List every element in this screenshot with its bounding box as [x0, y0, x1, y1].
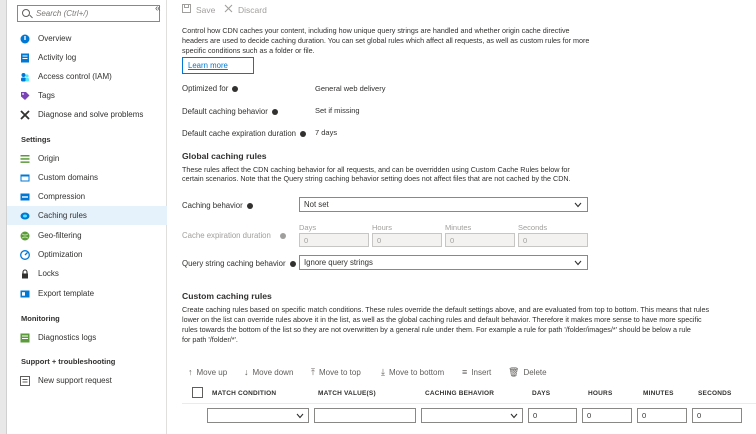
sidebar-item-activity-log[interactable]	[7, 48, 167, 67]
sidebar-item-label: Diagnostics logs	[38, 333, 97, 342]
search-input[interactable]	[36, 6, 156, 21]
caching-behavior-dropdown[interactable]	[299, 197, 588, 212]
arrow-to-top-icon: ⤒	[311, 367, 315, 377]
sidebar-item-label: Locks	[38, 269, 59, 278]
monitoring-section-header: Monitoring	[21, 314, 60, 323]
move-down-label: Move down	[252, 367, 294, 377]
move-down-button[interactable]	[244, 367, 293, 377]
delete-label: Delete	[523, 368, 547, 377]
move-to-top-button[interactable]	[311, 367, 361, 378]
col-hours: HOURS	[588, 390, 613, 397]
command-bar	[168, 0, 756, 22]
iam-icon	[20, 72, 30, 82]
custom-domains-icon	[20, 173, 30, 183]
sidebar-item-label: Diagnose and solve problems	[38, 110, 144, 119]
default-expiration-value: 7 days	[315, 128, 338, 137]
chevron-down-icon	[574, 259, 582, 268]
col-days: DAYS	[532, 390, 551, 397]
sidebar-item-label: Geo-filtering	[38, 231, 82, 240]
col-match-condition: MATCH CONDITION	[212, 390, 277, 397]
sidebar-item-label: Access control (IAM)	[38, 72, 112, 81]
tag-icon	[20, 91, 30, 101]
sidebar-item-export-template[interactable]	[7, 284, 167, 303]
optimized-for-label	[182, 84, 238, 93]
learn-more-link[interactable]: Learn more	[182, 57, 254, 74]
sidebar-item-locks[interactable]	[7, 264, 167, 283]
insert-label: Insert	[471, 367, 492, 377]
main-content	[168, 22, 756, 434]
arrow-up-icon: ↑	[188, 367, 193, 377]
export-template-icon	[20, 289, 30, 299]
sidebar-item-new-support-request[interactable]	[7, 371, 167, 390]
sidebar	[7, 0, 167, 434]
discard-label: Discard	[238, 4, 267, 15]
col-minutes: MINUTES	[643, 390, 674, 397]
discard-button[interactable]	[224, 4, 267, 15]
minutes-input[interactable]: 0	[445, 233, 515, 247]
custom-desc-line-2: lower on the list can override rules above it in the list, as well as the global caching rules and default behavior. Therefore it makes more sense to have more specific	[182, 315, 702, 324]
minutes-label: Minutes	[445, 223, 472, 232]
custom-desc-line-3: rules towards the bottom of the list so they are not overwritten by a general rule under them. For example a rule for path '/folder/images/*' should be below a rule	[182, 325, 691, 334]
trash-icon: 🗑	[508, 367, 520, 377]
row-seconds-input[interactable]: 0	[692, 408, 742, 423]
arrow-down-icon: ↓	[244, 367, 249, 377]
save-icon	[182, 4, 191, 15]
seconds-label: Seconds	[518, 223, 548, 232]
info-icon[interactable]	[290, 261, 296, 267]
match-condition-dropdown[interactable]	[207, 408, 309, 423]
sidebar-item-custom-domains[interactable]	[7, 168, 167, 187]
sidebar-item-label: Overview	[38, 34, 72, 43]
arrow-to-bottom-icon: ⤓	[381, 367, 385, 377]
globe-icon	[20, 231, 30, 241]
insert-button[interactable]	[462, 367, 491, 377]
sidebar-item-label: Optimization	[38, 250, 83, 259]
cache-expiration-label	[182, 231, 286, 240]
caching-behavior-text: Caching behavior	[182, 201, 243, 210]
wrench-icon	[20, 110, 30, 120]
row-caching-behavior-dropdown[interactable]	[421, 408, 523, 423]
caching-behavior-selected: Not set	[304, 200, 329, 209]
support-section-header: Support + troubleshooting	[21, 357, 116, 366]
support-request-icon	[20, 376, 30, 386]
origin-icon	[20, 154, 30, 164]
intro-line-3: specific conditions such as a folder or file.	[182, 46, 315, 55]
sidebar-item-origin[interactable]	[7, 149, 167, 168]
col-caching-behavior: CACHING BEHAVIOR	[425, 390, 495, 397]
select-all-checkbox[interactable]	[192, 387, 203, 398]
row-hours-input[interactable]: 0	[582, 408, 632, 423]
intro-line-1: Control how CDN caches your content, including how unique query strings are handled and whether origin cache directive	[182, 26, 570, 35]
days-input[interactable]: 0	[299, 233, 369, 247]
default-expiration-label	[182, 129, 306, 138]
optimized-for-text: Optimized for	[182, 84, 229, 93]
sidebar-item-label: New support request	[38, 376, 112, 385]
sidebar-item-diagnose[interactable]	[7, 105, 167, 124]
hours-input[interactable]: 0	[372, 233, 442, 247]
activity-log-icon	[20, 53, 30, 63]
info-icon[interactable]	[272, 109, 278, 115]
caching-rules-icon	[20, 211, 30, 221]
move-up-label: Move up	[196, 367, 228, 377]
global-desc-line-1: These rules affect the CDN caching behavior for all requests, and can be overridden using Custom Cache Rules below for	[182, 165, 570, 174]
save-label: Save	[196, 4, 216, 15]
collapse-sidebar-icon[interactable]: «	[155, 3, 161, 14]
row-days-input[interactable]: 0	[528, 408, 577, 423]
days-label: Days	[299, 223, 317, 232]
col-seconds: SECONDS	[698, 390, 732, 397]
global-caching-rules-title: Global caching rules	[182, 151, 267, 161]
sidebar-item-label: Activity log	[38, 53, 77, 62]
sidebar-item-overview[interactable]	[7, 29, 167, 48]
sidebar-item-tags[interactable]	[7, 86, 167, 105]
sidebar-item-compression[interactable]	[7, 187, 167, 206]
col-match-values: MATCH VALUE(S)	[318, 390, 376, 397]
custom-caching-rules-title: Custom caching rules	[182, 291, 272, 301]
default-caching-behavior-text: Default caching behavior	[182, 107, 268, 116]
row-minutes-input[interactable]: 0	[637, 408, 687, 423]
search-icon	[22, 9, 30, 17]
sidebar-item-label: Caching rules	[38, 211, 87, 220]
info-icon[interactable]	[300, 131, 306, 137]
cache-expiration-text: Cache expiration duration	[182, 231, 271, 240]
chevron-down-icon	[296, 412, 304, 421]
insert-icon: ≡	[462, 367, 468, 377]
close-icon	[224, 4, 233, 15]
query-string-label	[182, 259, 296, 268]
custom-desc-line-4: for path '/folder/*'.	[182, 335, 238, 344]
info-icon[interactable]	[232, 86, 238, 92]
search-box[interactable]	[17, 5, 160, 22]
move-to-top-label: Move to top	[318, 368, 361, 377]
move-to-bottom-label: Move to bottom	[388, 368, 445, 377]
sidebar-item-label: Origin	[38, 154, 60, 163]
query-string-dropdown[interactable]	[299, 255, 588, 270]
sidebar-item-optimization[interactable]	[7, 245, 167, 264]
lock-icon	[20, 269, 30, 279]
sidebar-item-geo-filtering[interactable]	[7, 226, 167, 245]
save-button[interactable]	[182, 4, 215, 15]
sidebar-item-caching-rules[interactable]	[7, 206, 167, 225]
diagnostics-logs-icon	[20, 333, 30, 343]
sidebar-item-label: Compression	[38, 192, 86, 201]
global-desc-line-2: certain scenarios. Note that the Query string caching behavior setting does not affect files that are not cached by the CDN.	[182, 174, 571, 183]
settings-section-header: Settings	[21, 135, 51, 144]
default-caching-behavior-value: Set if missing	[315, 106, 360, 115]
default-expiration-text: Default cache expiration duration	[182, 129, 296, 138]
query-string-selected: Ignore query strings	[304, 258, 373, 267]
move-up-button[interactable]	[188, 367, 227, 377]
info-icon[interactable]	[280, 233, 286, 239]
optimization-icon	[20, 250, 30, 260]
intro-line-2: headers are used to decide caching duration. You can set global rules which affect all requests, as well as custom rules for more	[182, 36, 590, 45]
caching-behavior-label	[182, 201, 253, 210]
window-edge	[0, 0, 7, 434]
sidebar-item-label: Custom domains	[38, 173, 99, 182]
table-header-divider	[182, 403, 756, 404]
sidebar-item-diagnostics-logs[interactable]	[7, 328, 167, 347]
match-values-input[interactable]	[314, 408, 416, 423]
custom-desc-line-1: Create caching rules based on specific match conditions. These rules override the default settings above, and are evaluated from top to bottom. This means that rules	[182, 305, 710, 314]
delete-button[interactable]	[508, 367, 547, 378]
query-string-text: Query string caching behavior	[182, 259, 286, 268]
move-to-bottom-button[interactable]	[381, 367, 444, 378]
chevron-down-icon	[510, 412, 518, 421]
optimized-for-value: General web delivery	[315, 84, 386, 93]
hours-label: Hours	[372, 223, 393, 232]
default-caching-behavior-label	[182, 107, 278, 116]
overview-icon	[20, 34, 30, 44]
sidebar-item-label: Tags	[38, 91, 55, 100]
sidebar-item-access-control[interactable]	[7, 67, 167, 86]
chevron-down-icon	[574, 201, 582, 210]
info-icon[interactable]	[247, 203, 253, 209]
seconds-input[interactable]: 0	[518, 233, 588, 247]
sidebar-item-label: Export template	[38, 289, 95, 298]
compression-icon	[20, 192, 30, 202]
